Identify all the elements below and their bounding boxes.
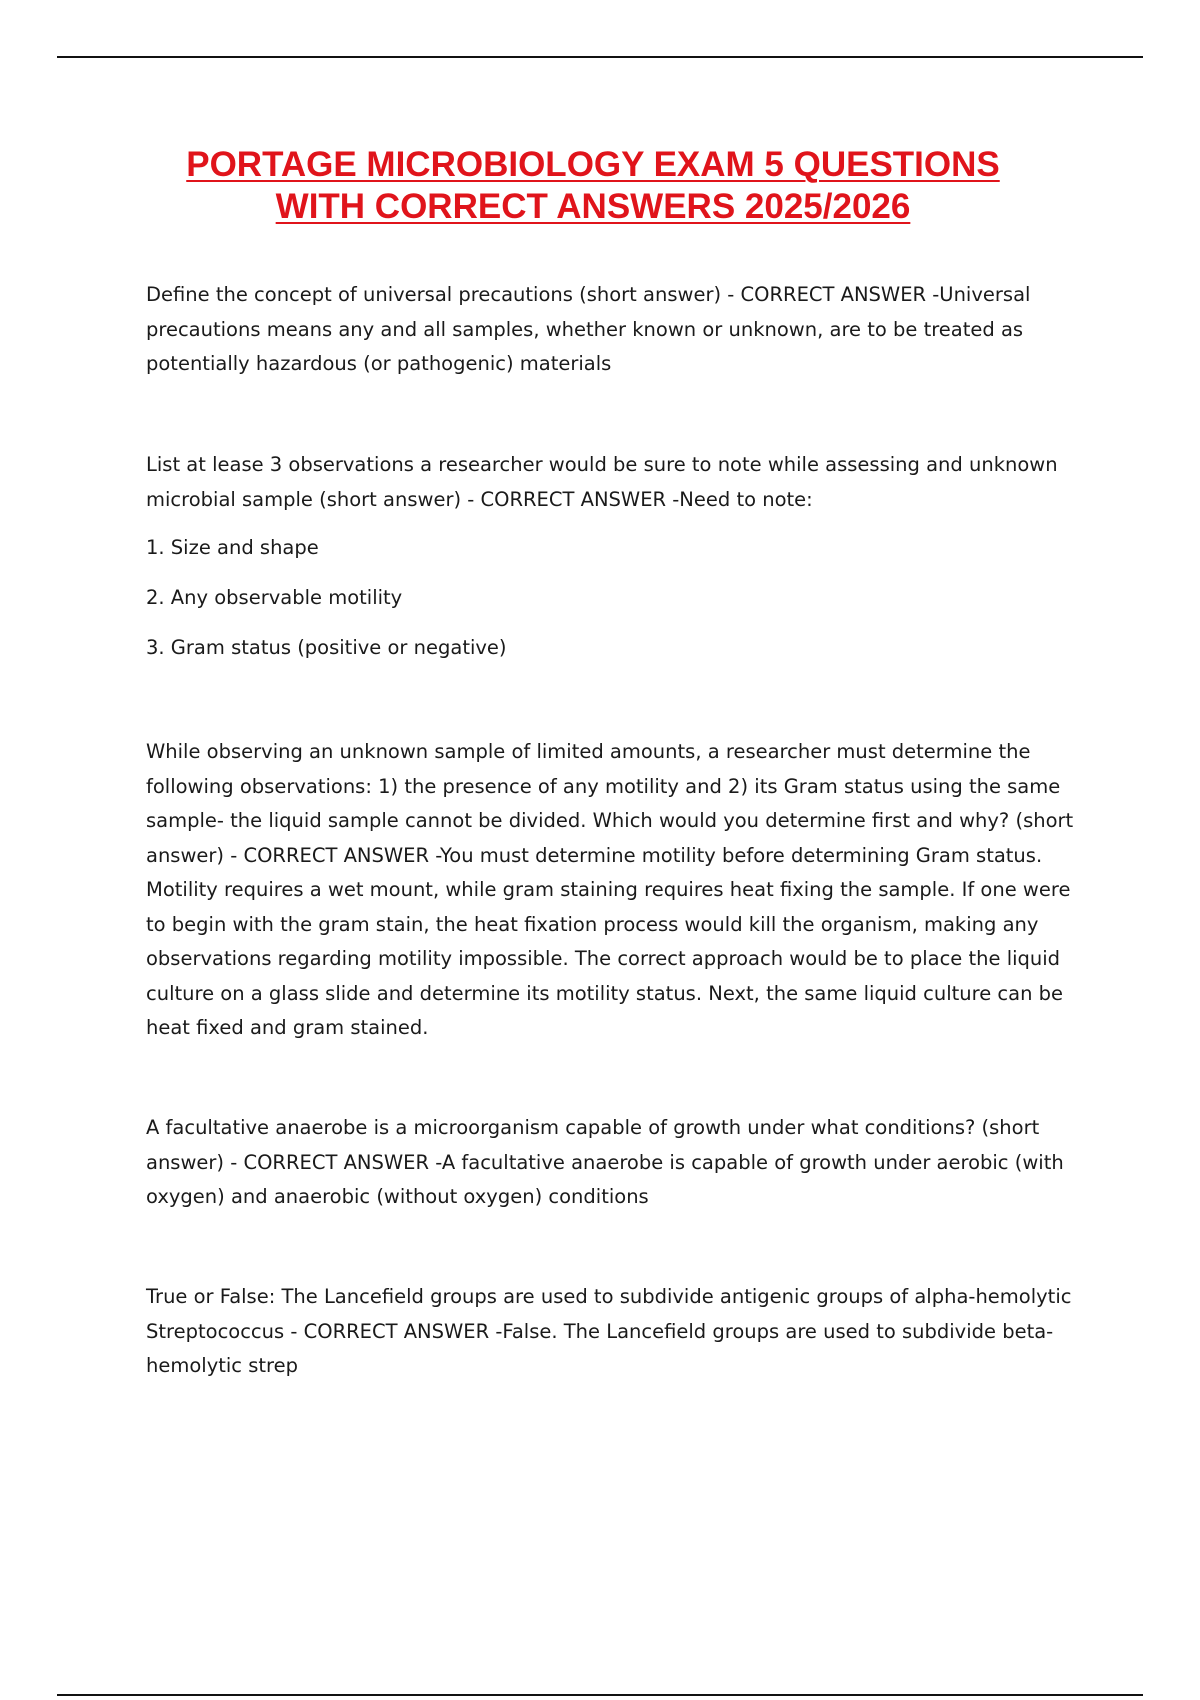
qa-item-2: List at lease 3 observations a researcher would be sure to note while assessing and unknown microbial sample (short answer) - CORRECT ANSWER -Need to note:: [146, 453, 1058, 511]
qa-item-2-list-3: 3. Gram status (positive or negative): [146, 636, 507, 659]
qa-item-2-list-2: 2. Any observable motility: [146, 586, 403, 609]
qa-item-4: A facultative anaerobe is a microorganism capable of growth under what conditions? (short answer) - CORRECT ANSWER -A facultative anaerobe is capable of growth under aerobic (with oxygen) and anaerobic (without oxygen) conditions: [146, 1116, 1064, 1208]
qa-item-2-list-1: 1. Size and shape: [146, 536, 319, 559]
title-line-1: PORTAGE MICROBIOLOGY EXAM 5 QUESTIONS: [186, 145, 1000, 184]
document-title: [0, 144, 1186, 228]
qa-item-5: True or False: The Lancefield groups are used to subdivide antigenic groups of alpha-hemolytic Streptococcus - CORRECT ANSWER -False. The Lancefield groups are used to subdivide beta-hemolytic strep: [146, 1285, 1072, 1377]
top-rule: [57, 56, 1143, 58]
bottom-rule: [57, 1694, 1143, 1696]
qa-item-1: Define the concept of universal precautions (short answer) - CORRECT ANSWER -Universal precautions means any and all samples, whether known or unknown, are to be treated as potentially hazardous (or pathogenic) materials: [146, 283, 1031, 375]
qa-item-3: While observing an unknown sample of limited amounts, a researcher must determine the following observations: 1) the presence of any motility and 2) its Gram status using the same sample- the liquid sample cannot be divided. Which would you determine first and why? (short answer) - CORRECT ANSWER -You must determine motility before determining Gram status. Motility requires a wet mount, while gram staining requires heat fixing the sample. If one were to begin with the gram stain, the heat fixation process would kill the organism, making any observations regarding motility impossible. The correct approach would be to place the liquid culture on a glass slide and determine its motility status. Next, the same liquid culture can be heat fixed and gram stained.: [146, 740, 1074, 1039]
title-line-2: WITH CORRECT ANSWERS 2025/2026: [275, 187, 911, 226]
